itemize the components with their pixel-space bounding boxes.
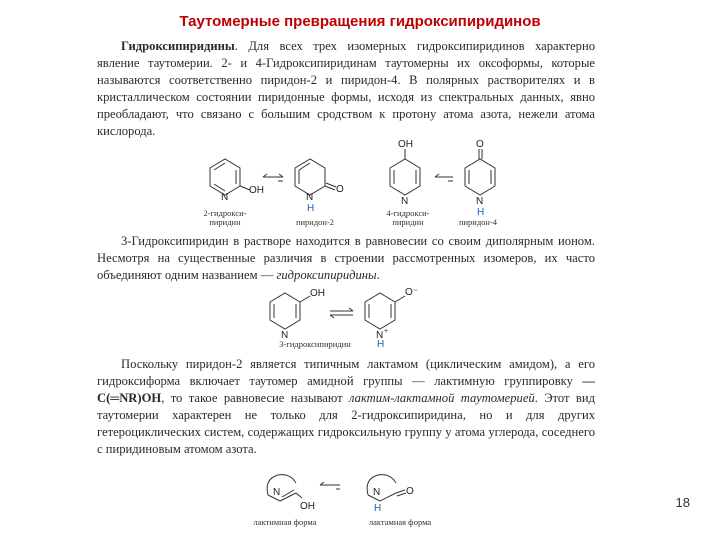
atom-h-4: H: [477, 207, 485, 218]
paragraph-2-text: 3-Гидроксипиридин в растворе находится в равновесии со своим диполярным ионом. Несмотря на существенные различия в строении рассмотренных изомеров, их часто объединяют одним названием —: [97, 234, 595, 282]
label-lactam-form: лактамная форма: [368, 517, 432, 527]
term-lactim-lactam: лактим-лактамной таутомерией: [349, 391, 535, 405]
charge-plus: +: [384, 328, 389, 335]
atom-n-lactim: N: [273, 487, 281, 498]
label-pyridone-2: пиридон-2: [295, 217, 335, 227]
atom-oh-3: OH: [398, 139, 413, 150]
paragraph-3-text-a: Поскольку пиридон-2 является типичным лактамом (циклическим амидом), а его гидроксиформа включает таутомер амидной группы — лактимную группировку: [97, 357, 595, 388]
paragraph-1-text: . Для всех трех изомерных гидроксипиридинов характерно явление таутомерии. 2- и 4-Гидроксипиридинам таутомерны их оксоформы, которые называются соответственно пиридон-2 и пиридон-4. В полярных растворителях и в кристаллическом состоянии пиридонные формы, исходя из спектральных данных, явно преобладают, что связано с большим сродством к протону атома азота, нежели атома кислорода.: [97, 39, 595, 138]
slide-title: Таутомерные превращения гидроксипиридинов: [179, 13, 541, 30]
label-2-hydroxypyridine: 2-гидрокси- пиридин: [203, 208, 247, 227]
atom-h-zw: H: [377, 339, 385, 348]
paragraph-lactim-lactam: [97, 356, 595, 458]
term-hydroxypyridines: Гидроксипиридины: [121, 39, 235, 53]
paragraph-hydroxypyridines: [97, 38, 595, 140]
atom-n-lactam: N: [373, 487, 381, 498]
term-hydroxypyridines-italic: гидроксипиридины: [276, 268, 377, 282]
paragraph-3-text-b: , то такое равновесие называют: [161, 391, 349, 405]
label-3-hydroxypyridine: 3-гидроксипиридин: [279, 339, 351, 349]
lactim-formula: —C(═NR)OH: [97, 374, 595, 405]
atom-oh-1: OH: [249, 185, 264, 196]
paragraph-3-text-c: . Этот вид таутомерии характерен не только для 2-гидроксипиридина, но и для других гетероциклических систем, содержащих гидроксильную группу у атома углерода, соседнего с пиридиновым атомом азота.: [97, 391, 595, 456]
atom-n-3: N: [401, 196, 409, 207]
page-number: 18: [675, 495, 690, 510]
lactim-lactam-scheme: [250, 465, 430, 520]
atom-o-lactam: O: [406, 486, 414, 497]
atom-n-2: N: [306, 192, 314, 203]
atom-o-2: O: [336, 184, 344, 195]
atom-h-2: H: [307, 203, 315, 214]
paragraph-2-end: .: [376, 268, 380, 282]
atom-n-4: N: [476, 196, 484, 207]
atom-o-minus: O⁻: [405, 287, 419, 298]
atom-oh-lactim: OH: [300, 501, 315, 512]
label-pyridone-4: пиридон-4: [458, 217, 498, 227]
atom-n-zw2: N: [376, 330, 384, 341]
paragraph-3-hydroxypyridine: [97, 233, 595, 284]
label-lactim-form: лактимная форма: [253, 517, 317, 527]
label-4-hydroxypyridine: 4-гидрокси- пиридин: [386, 208, 430, 227]
atom-h-lactam: H: [374, 503, 382, 514]
atom-n-1: N: [221, 192, 229, 203]
atom-n-zw1: N: [281, 330, 289, 341]
atom-oh-zw: OH: [310, 288, 325, 299]
atom-o-4: O: [476, 139, 484, 150]
